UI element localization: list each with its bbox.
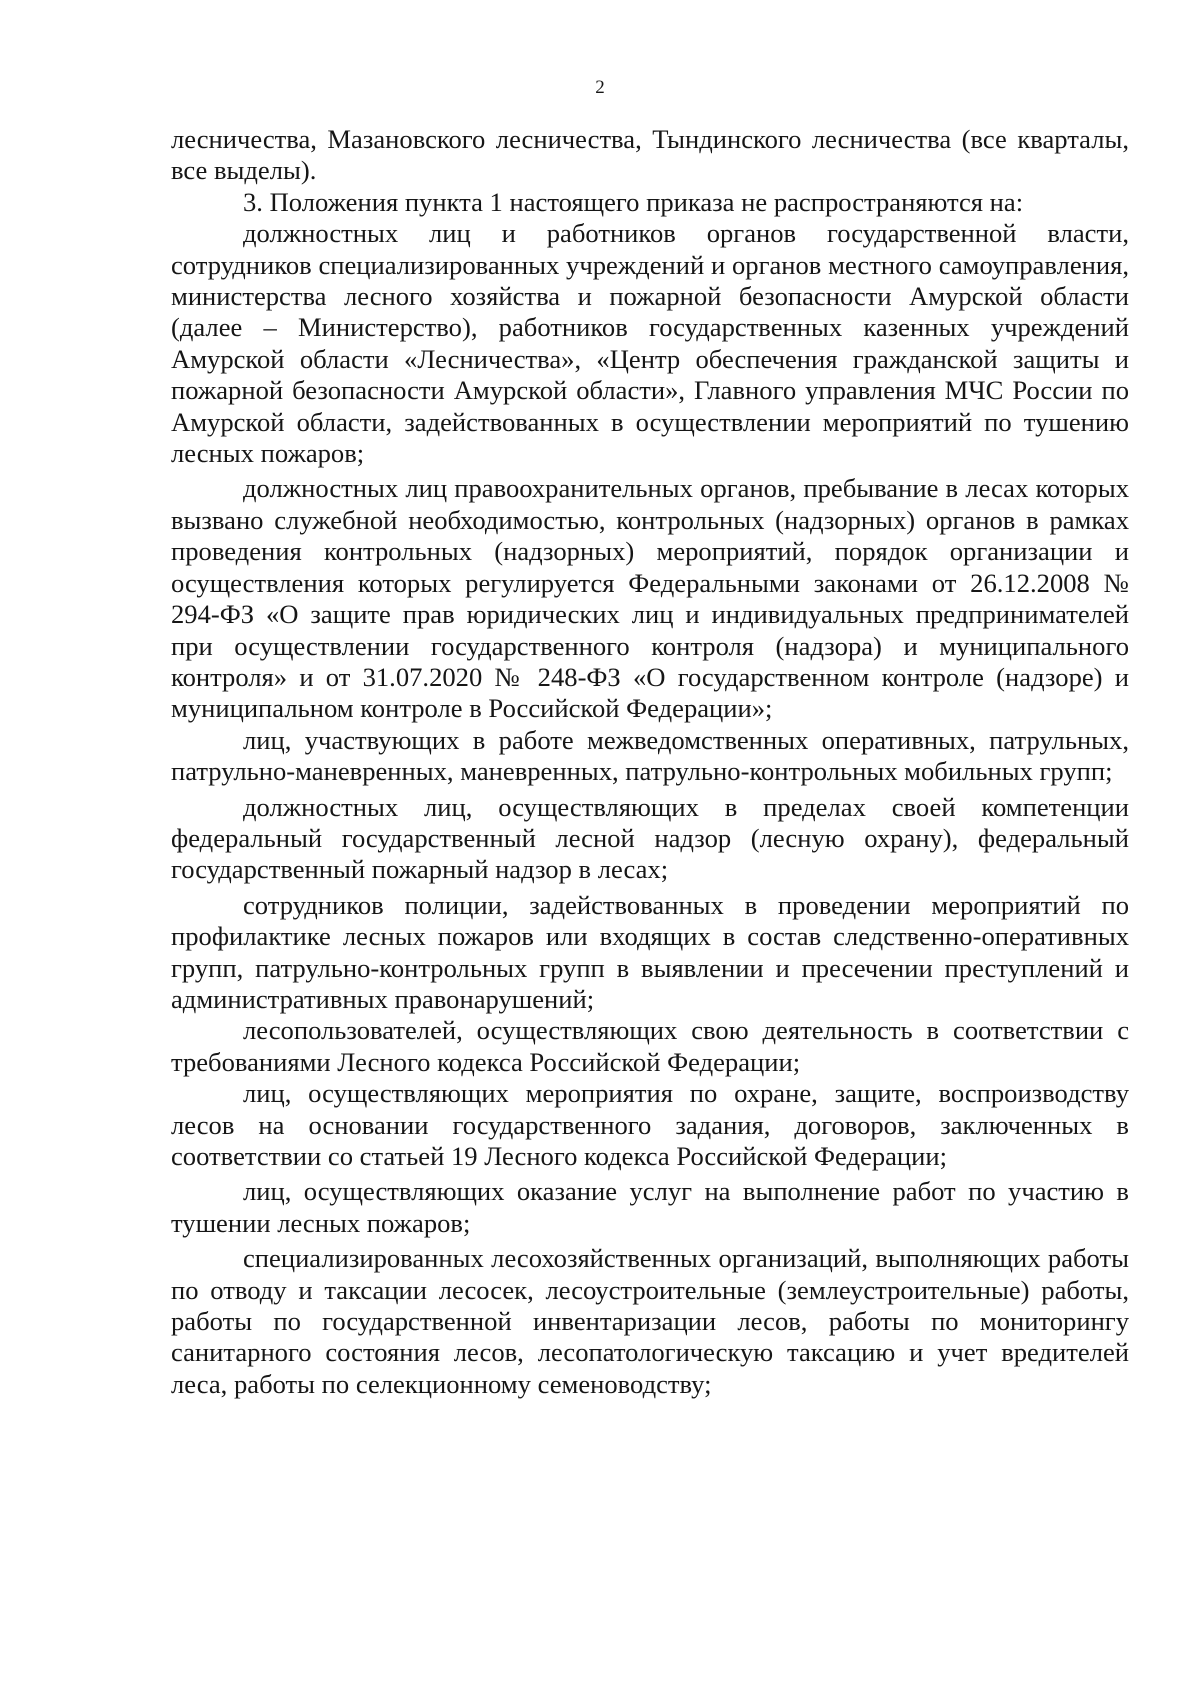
paragraph-mobile-groups: лиц, участвующих в работе межведомственных оперативных, патрульных, патрульно-маневренных, маневренных, патрульно-контрольных мобильных групп; [171,724,1129,787]
document-body [171,124,1129,1400]
paragraph-firefighting-services: лиц, осуществляющих оказание услуг на выполнение работ по участию в тушении лесных пожаров; [171,1176,1129,1238]
paragraph-continuation: лесничества, Мазановского лесничества, Тындинского лесничества (все кварталы, все выделы). [171,124,1129,186]
paragraph-law-enforcement: должностных лиц правоохранительных органов, пребывание в лесах которых вызвано служебной необходимостью, контрольных (надзорных) органов в рамках проведения контрольных (надзорных) мероприятий, порядок организации и осуществления которых регулируется Федеральными законами от 26.12.2008 № 294-ФЗ «О защите прав юридических лиц и индивидуальных предпринимателей при осуществлении государственного контроля (надзора) и муниципального контроля» и от 31.07.2020 № 248-ФЗ «О государственном контроле (надзоре) и муниципальном контроле в Российской Федерации»; [171,473,1129,724]
paragraph-item-3: 3. Положения пункта 1 настоящего приказа не распространяются на: [243,186,1024,217]
paragraph-forest-supervision: должностных лиц, осуществляющих в пределах своей компетенции федеральный государственный лесной надзор (лесную охрану), федеральный государственный пожарный надзор в лесах; [171,791,1129,885]
paragraph-forest-protection: лиц, осуществляющих мероприятия по охране, защите, воспроизводству лесов на основании государственного задания, договоров, заключенных в соответствии со статьей 19 Лесного кодекса Российской Федерации; [171,1078,1129,1171]
paragraph-police: сотрудников полиции, задействованных в проведении мероприятий по профилактике лесных пожаров или входящих в состав следственно-оперативных групп, патрульно-контрольных групп в выявлении и пресечении преступлений и административных правонарушений; [171,889,1129,1014]
page-number: 2 [595,77,605,98]
paragraph-forestry-organizations: специализированных лесохозяйственных организаций, выполняющих работы по отводу и таксации лесосек, лесоустроительные (землеустроительные) работы, работы по государственной инвентаризации лесов, работы по мониторингу санитарного состояния лесов, лесопатологическую таксацию и учет вредителей леса, работы по селекционному семеноводству; [171,1243,1129,1399]
paragraph-officials-state-bodies: должностных лиц и работников органов государственной власти, сотрудников специализированных учреждений и органов местного самоуправления, министерства лесного хозяйства и пожарной безопасности Амурской области (далее – Министерство), работников государственных казенных учреждений Амурской области «Лесничества», «Центр обеспечения гражданской защиты и пожарной безопасности Амурской области», Главного управления МЧС России по Амурской области, задействованных в осуществлении мероприятий по тушению лесных пожаров; [171,218,1129,469]
paragraph-forest-users: лесопользователей, осуществляющих свою деятельность в соответствии с требованиями Лесного кодекса Российской Федерации; [171,1015,1129,1077]
